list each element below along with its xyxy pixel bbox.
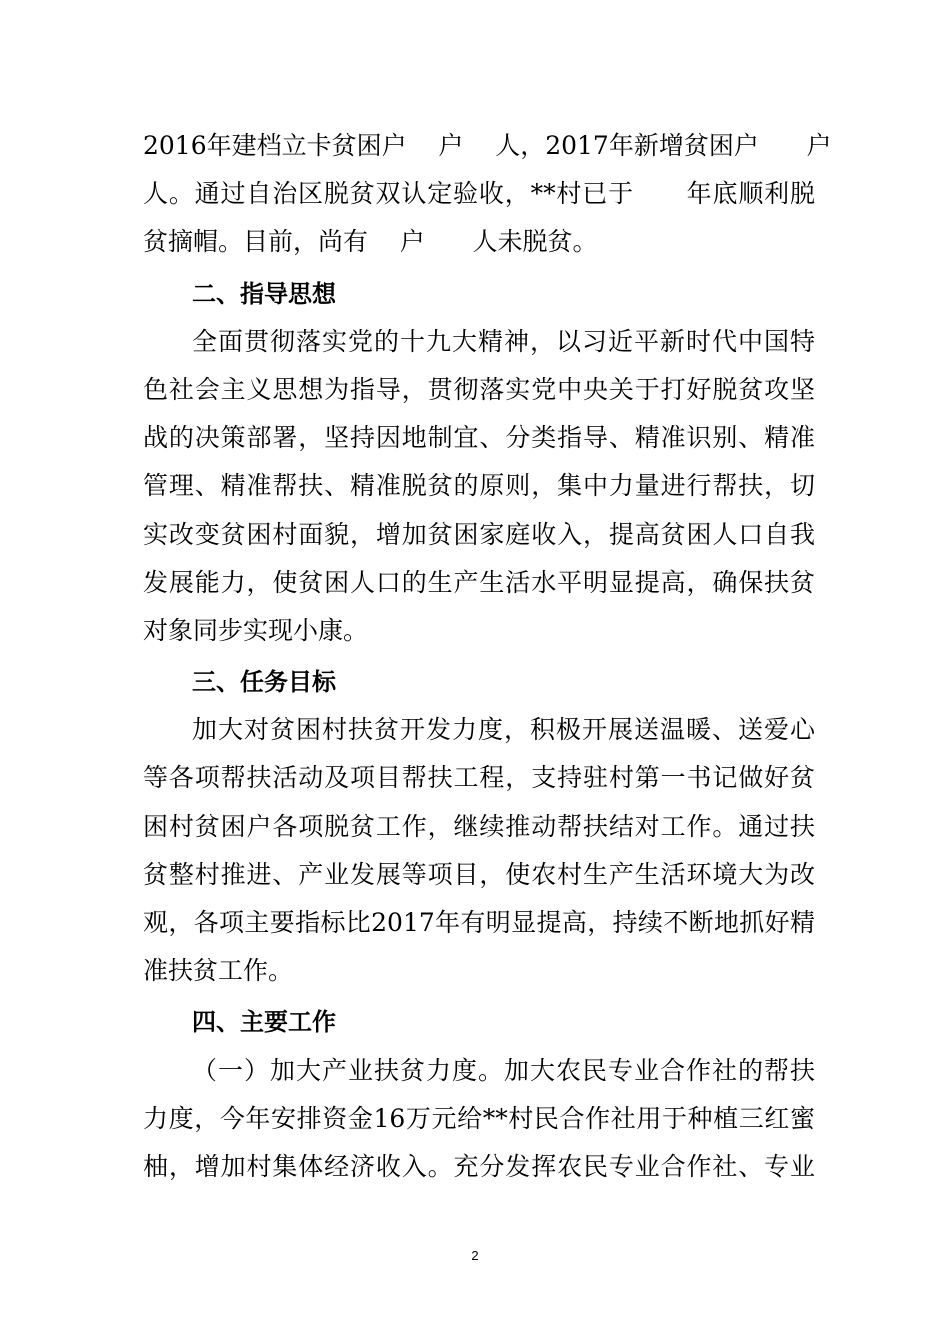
section4-line-3: 柚，增加村集体经济收入。充分发挥农民专业合作社、专业 — [143, 1151, 815, 1181]
section2-line-2: 色社会主义思想为指导，贯彻落实党中央关于打好脱贫攻坚 — [143, 374, 815, 404]
intro-line-1: 2016年建档立卡贫困户 户 人，2017年新增贫困户 户 — [143, 131, 832, 160]
section2-line-4: 管理、精准帮扶、精准脱贫的原则，集中力量进行帮扶，切 — [143, 471, 815, 501]
section3-line-6: 准扶贫工作。 — [143, 956, 294, 986]
section3-line-2: 等各项帮扶活动及项目帮扶工程，支持驻村第一书记做好贫 — [143, 763, 815, 793]
section2-line-3: 战的决策部署，坚持因地制宜、分类指导、精准识别、精准 — [143, 423, 815, 453]
section4-line-1: （一）加大产业扶贫力度。加大农民专业合作社的帮扶 — [192, 1055, 815, 1085]
section4-line-2: 力度，今年安排资金16万元给**村民合作社用于种植三红蜜 — [143, 1103, 815, 1133]
intro-line-3: 贫摘帽。目前，尚有 户 人未脱贫。 — [143, 227, 598, 257]
section-heading-task-goals: 三、任务目标 — [192, 668, 336, 697]
section3-line-1: 加大对贫困村扶贫开发力度，积极开展送温暖、送爱心 — [192, 715, 815, 745]
intro-line-2: 人。通过自治区脱贫双认定验收，**村已于 年底顺利脱 — [143, 179, 815, 209]
document-body — [143, 122, 832, 1191]
section2-line-7: 对象同步实现小康。 — [143, 615, 369, 645]
section3-line-3: 困村贫困户各项脱贫工作，继续推动帮扶结对工作。通过扶 — [143, 811, 815, 841]
section2-line-1: 全面贯彻落实党的十九大精神，以习近平新时代中国特 — [192, 326, 815, 356]
section2-line-6: 发展能力，使贫困人口的生产生活水平明显提高，确保扶贫 — [143, 567, 815, 597]
page-number: 2 — [471, 1248, 479, 1263]
section-heading-guiding-ideology: 二、指导思想 — [192, 279, 336, 308]
section2-line-5: 实改变贫困村面貌，增加贫困家庭收入，提高贫困人口自我 — [143, 519, 815, 549]
section-heading-main-work: 四、主要工作 — [192, 1008, 336, 1037]
section3-line-5: 观，各项主要指标比2017年有明显提高，持续不断地抓好精 — [143, 908, 815, 937]
section3-line-4: 贫整村推进、产业发展等项目，使农村生产生活环境大为改 — [143, 859, 815, 889]
